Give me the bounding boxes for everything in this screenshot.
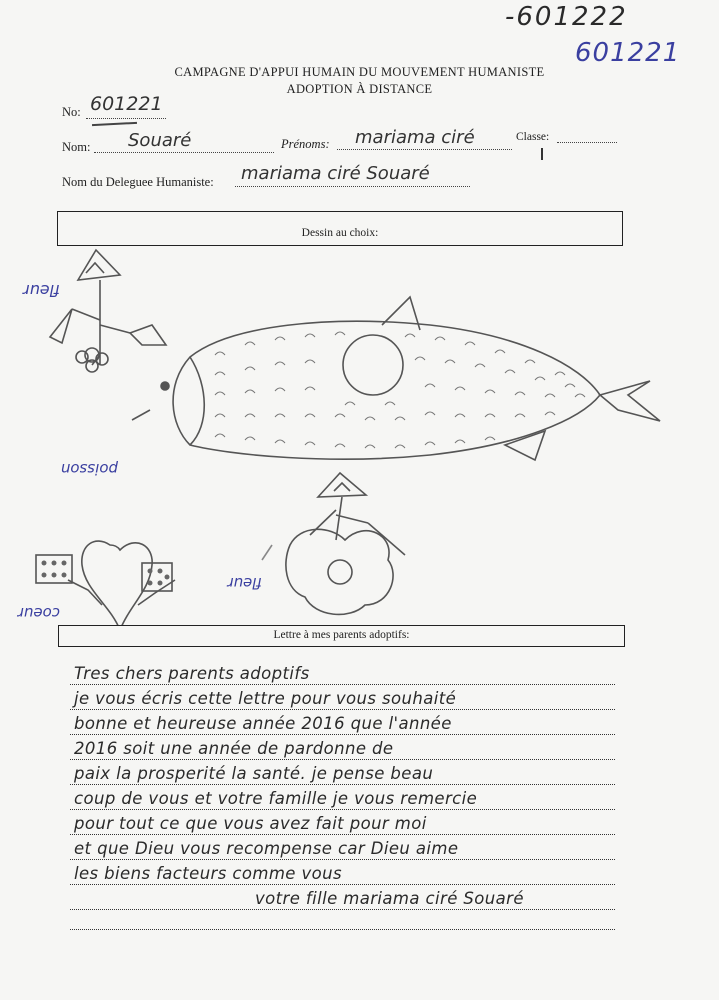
letter-line-text: les biens facteurs comme vous [74, 864, 343, 883]
annotation-fleur-2: fleur [227, 574, 262, 592]
classe-label: Classe: [516, 131, 550, 143]
no-underline-scribble [92, 122, 137, 126]
letter-line-text: 2016 soit une année de pardonne de [74, 739, 394, 758]
nom-value: Souaré [128, 130, 192, 151]
letter-line [70, 833, 615, 860]
letter-signature: votre fille mariama ciré Souaré [255, 889, 524, 908]
prenoms-field [337, 127, 512, 150]
letter-line [70, 733, 615, 760]
letter-line-text: bonne et heureuse année 2016 que l'année [74, 714, 452, 733]
delegue-label: Nom du Deleguee Humaniste: [62, 175, 214, 189]
letter-line [70, 858, 615, 885]
nom-label: Nom: [62, 140, 91, 154]
letter-empty-line [70, 903, 615, 930]
flower-drawing-2 [262, 473, 405, 614]
letter-line [70, 658, 615, 685]
no-value: 601221 [90, 93, 163, 115]
classe-tick [541, 148, 543, 160]
annotation-fleur-1: fleur [23, 281, 60, 300]
letter-line [70, 808, 615, 835]
drawing-area [0, 245, 719, 635]
prenoms-label: Prénoms: [281, 137, 330, 151]
annotation-poisson: poisson [60, 460, 118, 478]
drawing-section-box [57, 211, 623, 246]
letter-line-text: pour tout ce que vous avez fait pour moi [74, 814, 427, 833]
letter-section-box [58, 625, 625, 647]
letter-line-text: coup de vous et votre famille je vous remercie [74, 789, 478, 808]
letter-line-text: paix la prosperité la santé. je pense beau [74, 764, 434, 783]
annotation-coeur: coeur [17, 604, 60, 622]
handwritten-top-number: -601222 [505, 2, 628, 32]
letter-line-text: je vous écris cette lettre pour vous souhaité [74, 689, 457, 708]
handwritten-top-number-blue: 601221 [575, 38, 681, 68]
letter-line [70, 683, 615, 710]
no-field [86, 93, 166, 119]
letter-section-label: Lettre à mes parents adoptifs: [273, 629, 410, 641]
letter-line [70, 708, 615, 735]
nom-field [94, 130, 274, 153]
delegue-field [235, 163, 470, 187]
letter-line [70, 758, 615, 785]
letter-line [70, 783, 615, 810]
letter-line-text: et que Dieu vous recompense car Dieu aime [74, 839, 459, 858]
classe-field [557, 128, 617, 143]
adoption-subtitle: ADOPTION À DISTANCE [286, 82, 433, 96]
flower-drawing-1 [50, 250, 166, 372]
campaign-title: CAMPAGNE D'APPUI HUMAIN DU MOUVEMENT HUMANISTE [174, 65, 545, 79]
delegue-value: mariama ciré Souaré [241, 163, 430, 184]
fish-drawing [132, 297, 660, 460]
letter-line-text: Tres chers parents adoptifs [74, 664, 310, 683]
drawing-section-label: Dessin au choix: [301, 227, 379, 239]
no-label: No: [62, 105, 81, 119]
prenoms-value: mariama ciré [355, 127, 475, 148]
